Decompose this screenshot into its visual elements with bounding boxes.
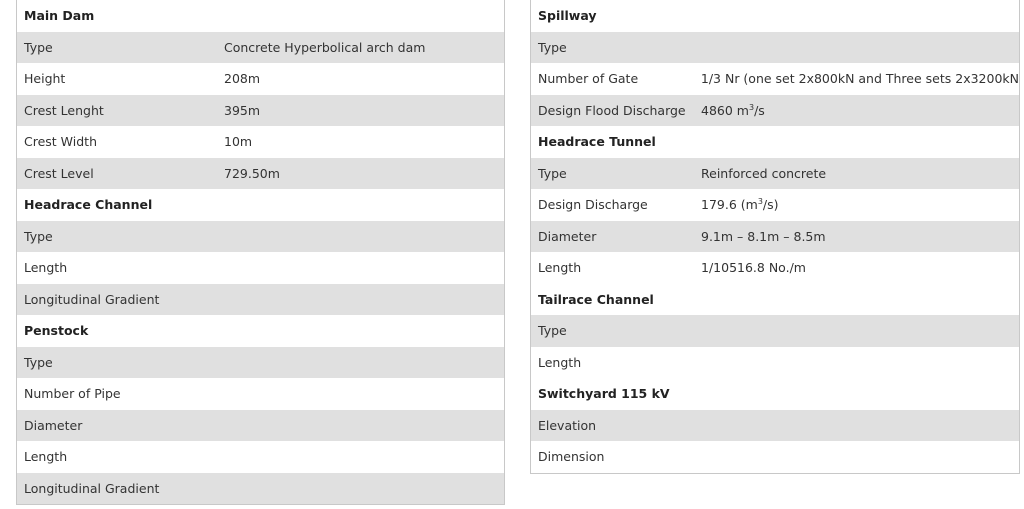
row-label: Crest Level	[24, 165, 94, 181]
section-header-tailrace-channel: Tailrace Channel	[531, 284, 1019, 316]
row-value: 208m	[224, 71, 261, 87]
row-value: 4860 $m^3/s$	[701, 102, 765, 118]
table-row	[17, 284, 504, 316]
table-row	[17, 441, 504, 473]
table-row	[531, 252, 1019, 284]
row-label: Height	[24, 71, 66, 87]
row-value: Reinforced concrete	[701, 165, 827, 181]
row-label: Length	[24, 449, 68, 465]
table-row	[17, 95, 504, 127]
row-label: Design Discharge	[538, 197, 648, 213]
table-row	[531, 221, 1019, 253]
row-value: 1/10516.8 No./m	[701, 260, 806, 276]
row-label: Type	[538, 165, 567, 181]
row-label: Longitudinal Gradient	[24, 480, 160, 496]
table-row	[17, 158, 504, 190]
row-label: Longitudinal Gradient	[24, 291, 160, 307]
section-header-headrace-tunnel: Headrace Tunnel	[531, 126, 1019, 158]
table-row	[17, 347, 504, 379]
row-label: Number of Pipe	[24, 386, 121, 402]
row-label: Type	[24, 39, 53, 55]
row-label: Elevation	[538, 417, 597, 433]
table-row	[17, 378, 504, 410]
table-row	[531, 95, 1019, 127]
table-row	[17, 410, 504, 442]
table-row	[531, 347, 1019, 379]
left-spec-table	[16, 0, 505, 505]
row-label: Length	[538, 354, 582, 370]
table-row	[531, 32, 1019, 64]
table-row	[531, 315, 1019, 347]
row-value: Concrete Hyperbolical arch dam	[224, 39, 426, 55]
table-row	[531, 441, 1019, 473]
section-header-headrace-channel: Headrace Channel	[17, 189, 504, 221]
section-header-penstock: Penstock	[17, 315, 504, 347]
table-row	[17, 252, 504, 284]
row-label: Type	[24, 228, 53, 244]
table-row	[17, 32, 504, 64]
row-value: 9.1m – 8.1m – 8.5m	[701, 228, 826, 244]
row-label: Type	[538, 39, 567, 55]
table-row	[17, 221, 504, 253]
row-label: Dimension	[538, 449, 605, 465]
row-label: Length	[24, 260, 68, 276]
row-label: Crest Width	[24, 134, 97, 150]
row-label: Type	[538, 323, 567, 339]
right-spec-table	[530, 0, 1020, 474]
section-header-spillway: Spillway	[531, 0, 1019, 32]
row-value: 10m	[224, 134, 253, 150]
table-row	[531, 410, 1019, 442]
section-header-switchyard: Switchyard 115 kV	[531, 378, 1019, 410]
row-value: 1/3 Nr (one set 2x800kN and Three sets 2x3200kN	[700, 71, 1019, 87]
row-label: Design Flood Discharge	[538, 102, 686, 118]
row-label: Type	[24, 354, 53, 370]
table-row	[17, 126, 504, 158]
table-row	[17, 473, 504, 505]
row-value: 179.6 $(m^3/s)$	[701, 197, 779, 213]
row-label: Length	[538, 260, 582, 276]
table-row	[531, 189, 1019, 221]
section-header-main-dam: Main Dam	[17, 0, 504, 32]
table-row	[17, 63, 504, 95]
row-label: Diameter	[538, 228, 597, 244]
row-label: Diameter	[24, 417, 83, 433]
row-label: Number of Gate	[538, 71, 639, 87]
table-row	[531, 158, 1019, 190]
table-row	[531, 63, 1019, 95]
row-label: Crest Lenght	[24, 102, 104, 118]
row-value: 395m	[224, 102, 261, 118]
row-value: 729.50m	[224, 165, 280, 181]
